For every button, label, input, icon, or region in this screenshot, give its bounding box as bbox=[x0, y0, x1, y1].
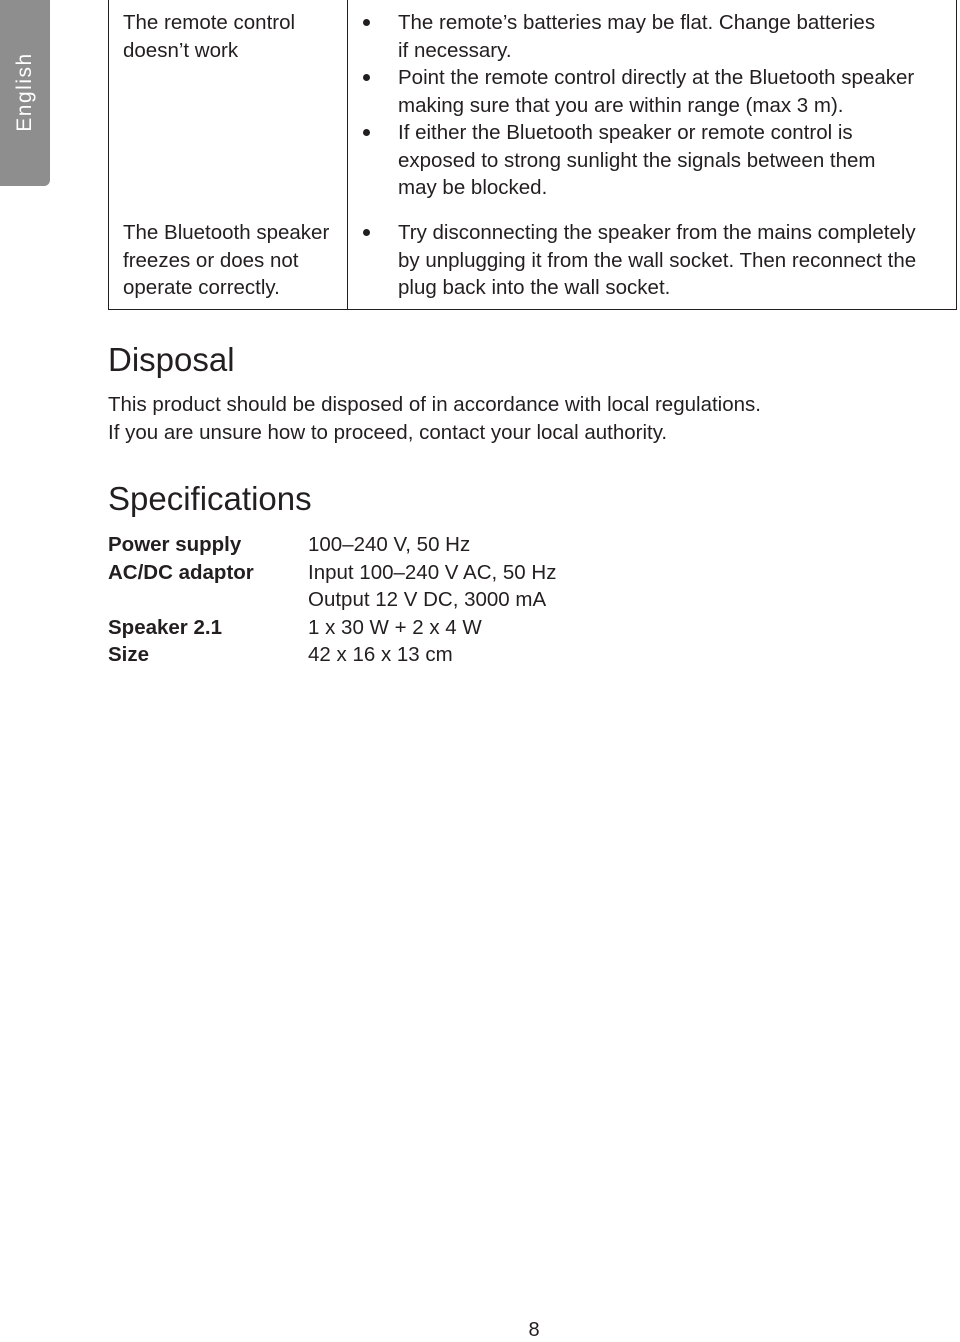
solution-line: by unplugging it from the wall socket. Then reconnect the bbox=[398, 248, 917, 272]
problem-line: doesn’t work bbox=[123, 38, 239, 62]
solution-line: may be blocked. bbox=[398, 176, 548, 199]
disposal-paragraph bbox=[108, 391, 908, 446]
solution-item bbox=[361, 119, 951, 202]
problem-line: The Bluetooth speaker bbox=[123, 221, 330, 244]
solution-line: if necessary. bbox=[398, 38, 512, 62]
specifications-table bbox=[108, 531, 556, 669]
spec-row bbox=[108, 641, 556, 669]
solution-list bbox=[361, 219, 951, 302]
solution-line: Try disconnecting the speaker from the mains completely bbox=[398, 221, 916, 244]
spec-value: Input 100–240 V AC, 50 Hz bbox=[308, 560, 557, 584]
spec-label: Power supply bbox=[108, 533, 242, 556]
disposal-line: If you are unsure how to proceed, contact your local authority. bbox=[108, 420, 668, 444]
spec-label: AC/DC adaptor bbox=[108, 560, 254, 584]
problem-cell bbox=[123, 9, 338, 64]
bullet-icon bbox=[363, 129, 370, 136]
spec-value: Output 12 V DC, 3000 mA bbox=[308, 588, 547, 611]
spec-label: Speaker 2.1 bbox=[108, 615, 222, 639]
solution-line: making sure that you are within range (max 3 m). bbox=[398, 93, 844, 117]
bullet-icon bbox=[363, 19, 370, 26]
problem-line: The remote control bbox=[123, 11, 296, 34]
spec-label bbox=[108, 586, 308, 614]
language-tab bbox=[0, 0, 50, 186]
language-tab-label: English bbox=[13, 52, 36, 132]
solution-item bbox=[361, 219, 951, 302]
spec-row bbox=[108, 531, 556, 559]
problem-cell bbox=[123, 219, 338, 302]
page-number: 8 bbox=[528, 1319, 540, 1341]
disposal-heading: Disposal bbox=[108, 341, 235, 378]
solution-item bbox=[361, 64, 951, 119]
disposal-line: This product should be disposed of in accordance with local regulations. bbox=[108, 393, 761, 416]
problem-line: operate correctly. bbox=[123, 276, 280, 299]
spec-row bbox=[108, 614, 556, 642]
solution-line: Point the remote control directly at the Bluetooth speaker bbox=[398, 66, 915, 89]
spec-value: 42 x 16 x 13 cm bbox=[308, 643, 453, 666]
problem-line: freezes or does not bbox=[123, 248, 299, 272]
specifications-heading: Specifications bbox=[108, 480, 312, 517]
spec-value: 100–240 V, 50 Hz bbox=[308, 533, 471, 556]
troubleshooting-table bbox=[108, 0, 957, 310]
solution-list bbox=[361, 9, 951, 202]
solution-line: If either the Bluetooth speaker or remote control is bbox=[398, 121, 853, 144]
solution-line: plug back into the wall socket. bbox=[398, 276, 671, 299]
spec-row bbox=[108, 586, 556, 614]
solution-line: exposed to strong sunlight the signals between them bbox=[398, 148, 876, 172]
solution-line: The remote’s batteries may be flat. Change batteries bbox=[398, 11, 876, 34]
spec-label: Size bbox=[108, 643, 150, 666]
spec-row bbox=[108, 559, 556, 587]
solution-item bbox=[361, 9, 951, 64]
bullet-icon bbox=[363, 229, 370, 236]
bullet-icon bbox=[363, 74, 370, 81]
table-column-divider bbox=[347, 0, 348, 309]
spec-value: 1 x 30 W + 2 x 4 W bbox=[308, 615, 482, 639]
